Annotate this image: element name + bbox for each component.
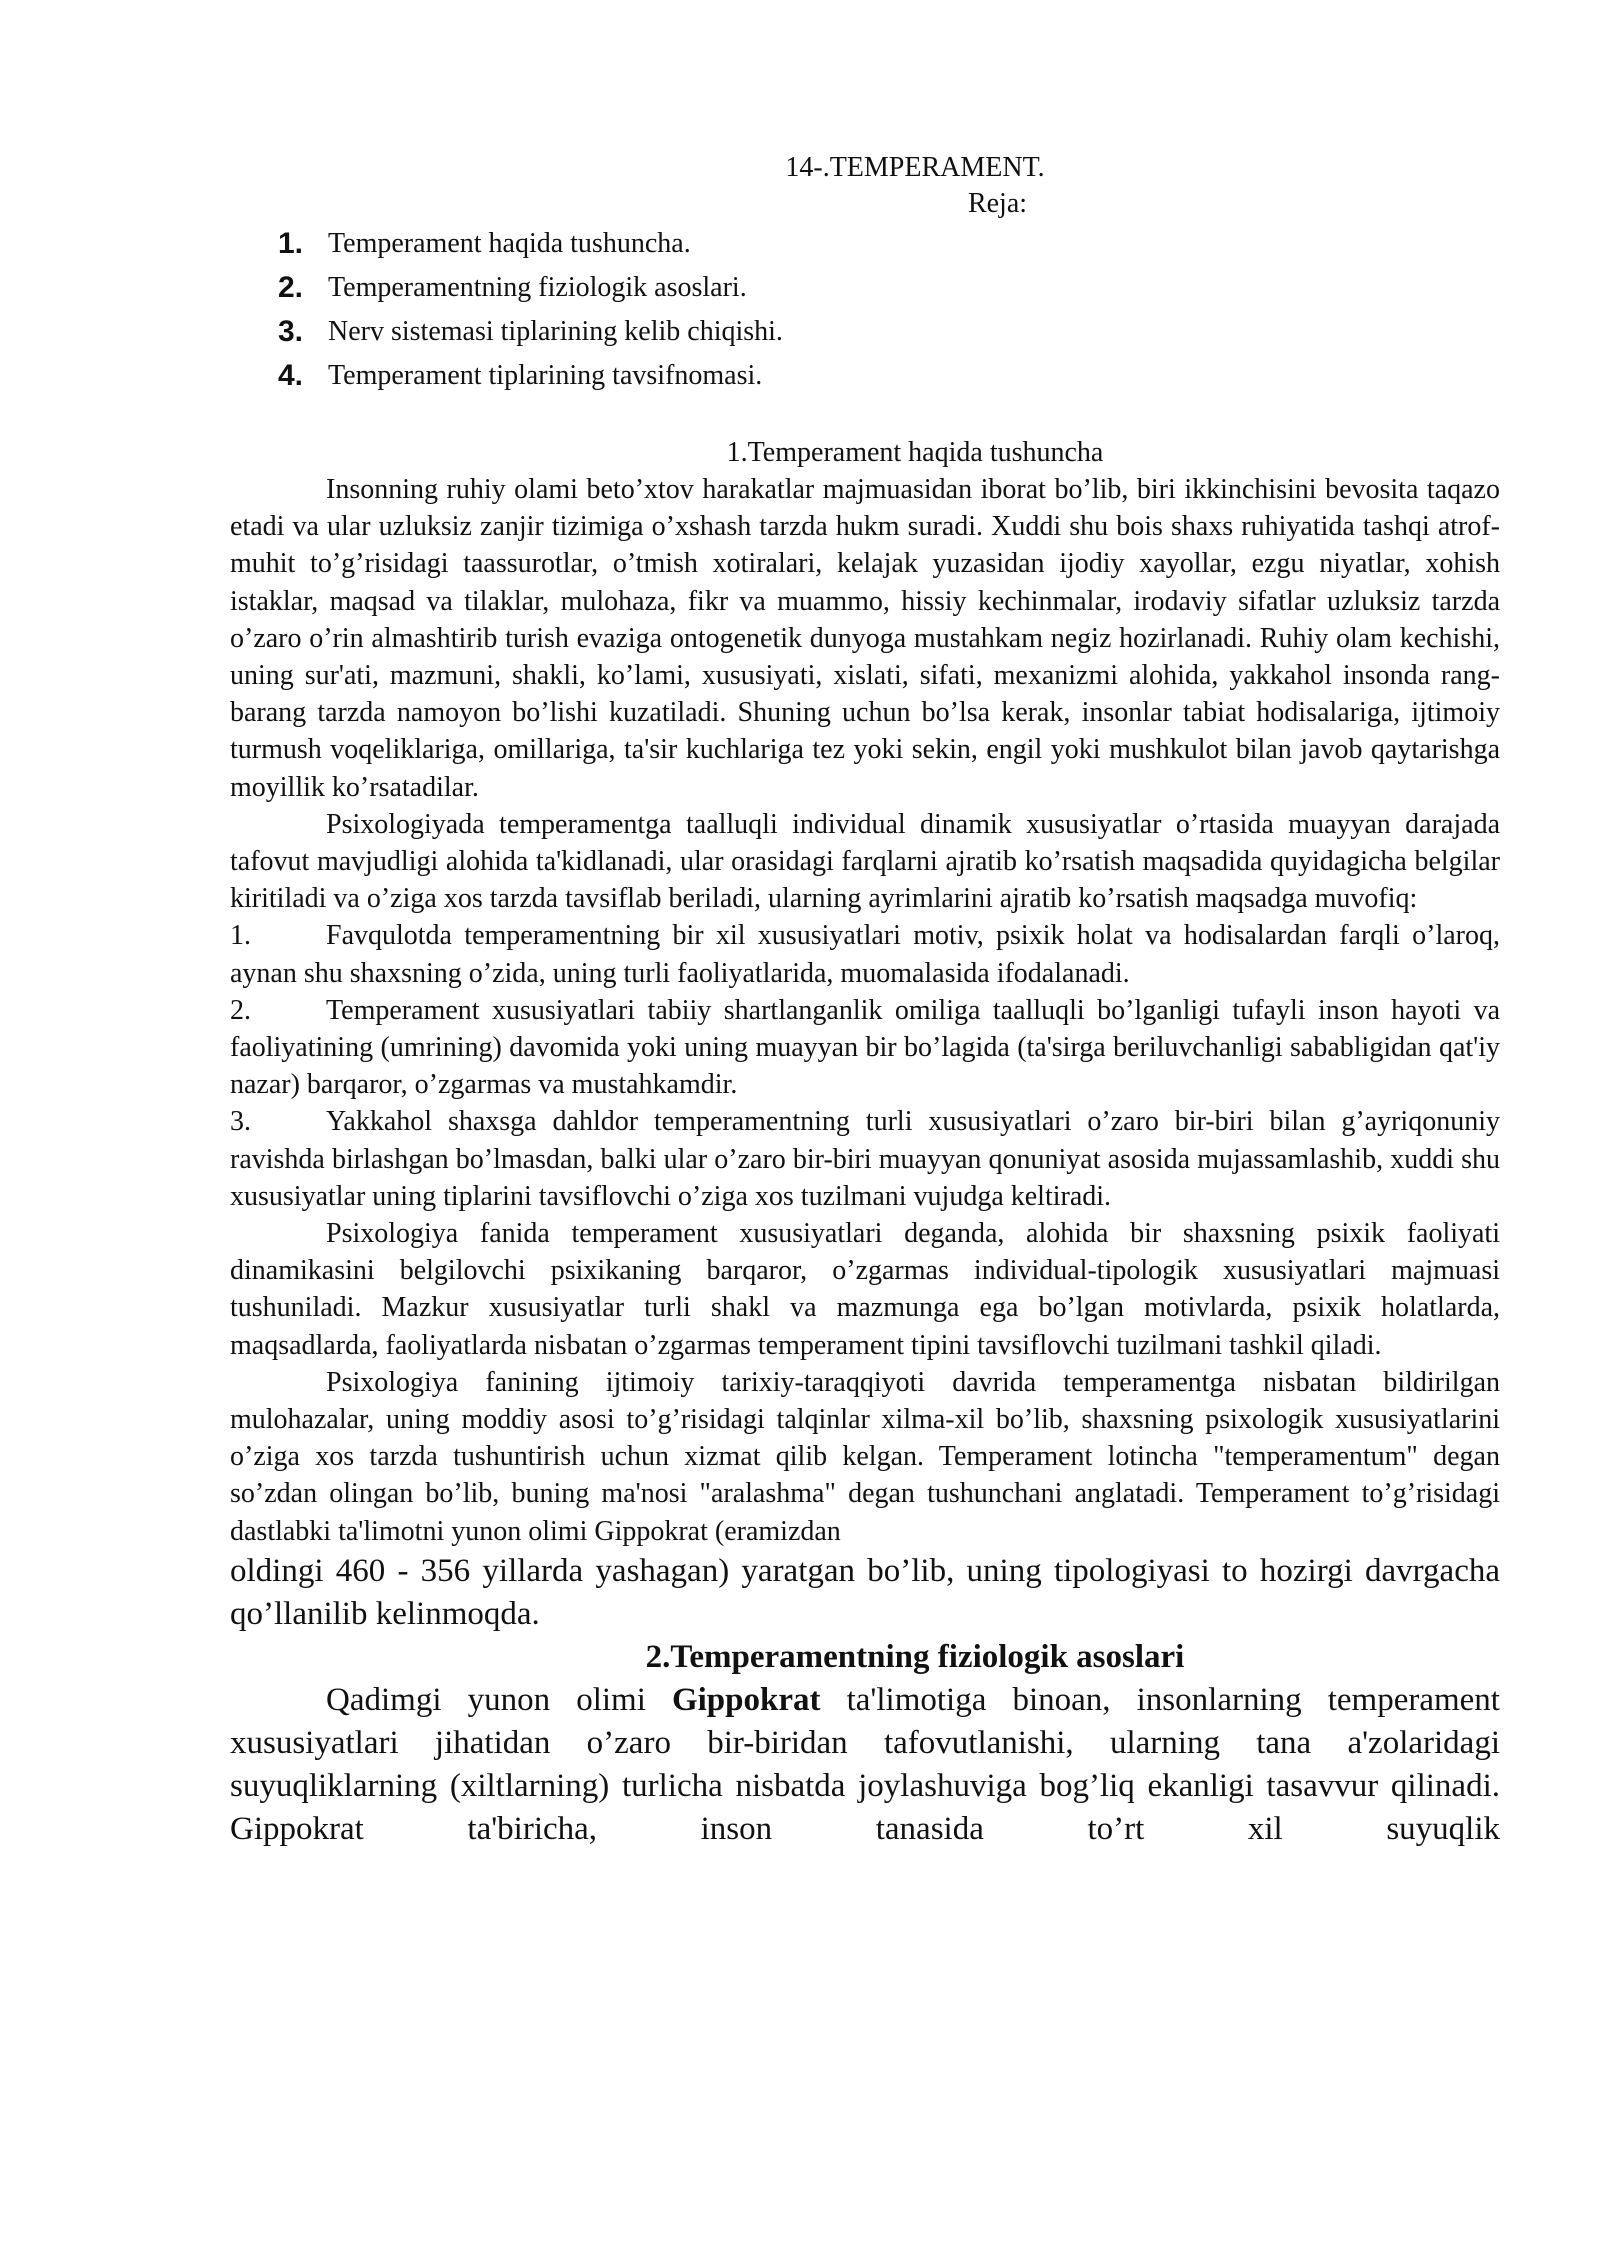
paragraph-3: Psixologiya fanida temperament xususiyatlari deganda, alohida bir shaxsning psixik faoliyati dinamikasini belgilovchi psixikaning barqaror, o’zgarmas individual-tipologik xususiyatlari majmuasi tushuniladi. Mazkur xususiyatlar turli shakl va mazmunga ega bo’lgan motivlarda, psixik holatlarda, maqsadlarda, faoliyatlarda nisbatan o’zgarmas temperament tipini tavsiflovchi tuzilmani tashkil qiladi. <box>230 1218 1500 1361</box>
document-title: 14-.TEMPERAMENT. <box>785 152 1045 183</box>
plan-item <box>278 354 1500 398</box>
plan-item-text: Temperamentning fiziologik asoslari. <box>328 272 747 303</box>
plan-item-text: Temperament haqida tushuncha. <box>328 228 691 259</box>
paragraph-5: oldingi 460 - 356 yillarda yashagan) yaratgan bo’lib, uning tipologiyasi to hozirgi davrgacha qo’llanilib kelinmoqda. <box>230 1552 1500 1632</box>
gippokrat-bold: Gippokrat <box>671 1681 821 1718</box>
paragraph-2: Psixologiyada temperamentga taalluqli individual dinamik xususiyatlar o’rtasida muayyan darajada tafovut mavjudligi alohida ta'kidlanadi, ular orasidagi farqlarni ajratib ko’rsatish maqsadida quyidagicha belgilar kiritiladi va o’ziga xos tarzda tavsiflab beriladi, ularning ayrimlarini ajratib ko’rsatish maqsadga muvofiq: <box>230 808 1500 915</box>
numbered-item <box>230 1103 1500 1215</box>
section-2-heading: 2.Temperamentning fiziologik asoslari <box>645 1638 1185 1675</box>
plan-item-text: Temperament tiplarining tavsifnomasi. <box>328 360 763 391</box>
plan-heading: Reja: <box>967 188 1028 219</box>
paragraph-6 <box>230 1679 1500 1851</box>
numbered-item-text: Favqulotda temperamentning bir xil xususiyatlari motiv, psixik holat va hodisalardan farqli o’laroq, aynan shu shaxsning o’zida, uning turli faoliyatlarida, muomalasida ifodalanadi. <box>230 920 1500 989</box>
plan-item <box>278 310 1500 354</box>
plan-item-number: 2. <box>278 271 304 304</box>
numbered-item-text: Yakkahol shaxsga dahldor temperamentning turli xususiyatlari o’zaro bir-biri bilan g’ayriqonuniy ravishda birlashgan bo’lmasdan, balki ular o’zaro bir-biri muayyan qonuniyat asosida mujassamlashib, xuddi shu xususiyatlar uning tiplarini tavsiflovchi o’ziga xos tuzilmani vujudga keltiradi. <box>230 1106 1500 1212</box>
numbered-item <box>230 992 1500 1104</box>
paragraph-4: Psixologiya fanining ijtimoiy tarixiy-taraqqiyoti davrida temperamentga nisbatan bildirilgan mulohazalar, uning moddiy asosi to’g’risidagi talqinlar xilma-xil bo’lib, shaxsning psixologik xususiyatlarini o’ziga xos tarzda tushuntirish uchun xizmat qilib kelgan. Temperament lotincha "temperamentum" degan so’zdan olingan bo’lib, buning ma'nosi "aralashma" degan tushunchani anglatadi. Temperament to’g’risidagi dastlabki ta'limotni yunon olimi Gippokrat (eramizdan <box>230 1366 1500 1547</box>
numbered-item-number: 1. <box>230 920 251 952</box>
plan-item-number: 4. <box>278 359 304 392</box>
document-page <box>230 150 1500 1851</box>
paragraph-1: Insonning ruhiy olami beto’xtov harakatlar majmuasidan iborat bo’lib, biri ikkinchisini bevosita taqazo etadi va ular uzluksiz zanjir tizimiga o’xshash tarzda hukm suradi. Xuddi shu bois shaxs ruhiyatida tashqi atrof-muhit to’g’risidagi taassurotlar, o’tmish xotiralari, kelajak yuzasidan ijodiy xayollar, ezgu niyatlar, xohish istaklar, maqsad va tilaklar, mulohaza, fikr va muammo, hissiy kechinmalar, irodaviy sifatlar uzluksiz tarzda o’zaro o’rin almashtirib turish evaziga ontogenetik dunyoga mustahkam negiz hozirlanadi. Ruhiy olam kechishi, uning sur'ati, mazmuni, shakli, ko’lami, xususiyati, xislati, sifati, mexanizmi alohida, yakkahol insonda rang-barang tarzda namoyon bo’lishi kuzatiladi. Shuning uchun bo’lsa kerak, insonlar tabiat hodisalariga, ijtimoiy turmush voqeliklariga, omillariga, ta'sir kuchlariga tez yoki sekin, engil yoki mushkulot bilan javob qaytarishga moyillik ko’rsatadilar. <box>230 474 1500 803</box>
paragraph-6-rest: ta'limotiga binoan, insonlarning temperament xususiyatlari jihatidan o’zaro bir-biridan tafovutlanishi, ularning tana a'zolaridagi suyuqliklarning (xiltlarning) turlicha nisbatda joylashuviga bog’liq ekanligi tasavvur qilinadi. Gippokrat ta'biricha, inson tanasida to’rt xil suyuqlik <box>230 1681 1500 1847</box>
plan-item-number: 3. <box>278 315 304 348</box>
numbered-item-text: Temperament xususiyatlari tabiiy shartlanganlik omiliga taalluqli bo’lganligi tufayli inson hayoti va faoliyatining (umrining) davomida yoki uning muayyan bir bo’lagida (ta'sirga beriluvchanligi sababligidan qat'iy nazar) barqaror, o’zgarmas va mustahkamdir. <box>230 994 1500 1101</box>
numbered-item-number: 3. <box>230 1106 251 1138</box>
plan-item-number: 1. <box>278 227 304 260</box>
numbered-item-number: 2. <box>230 994 251 1026</box>
plan-item-text: Nerv sistemasi tiplarining kelib chiqishi. <box>328 316 783 347</box>
paragraph-6-start: Qadimgi yunon olimi <box>326 1681 672 1718</box>
plan-item <box>278 222 1500 266</box>
plan-item <box>278 266 1500 310</box>
section-1-heading: 1.Temperament haqida tushuncha <box>726 437 1104 468</box>
numbered-item <box>230 917 1500 991</box>
plan-list <box>278 222 1500 398</box>
